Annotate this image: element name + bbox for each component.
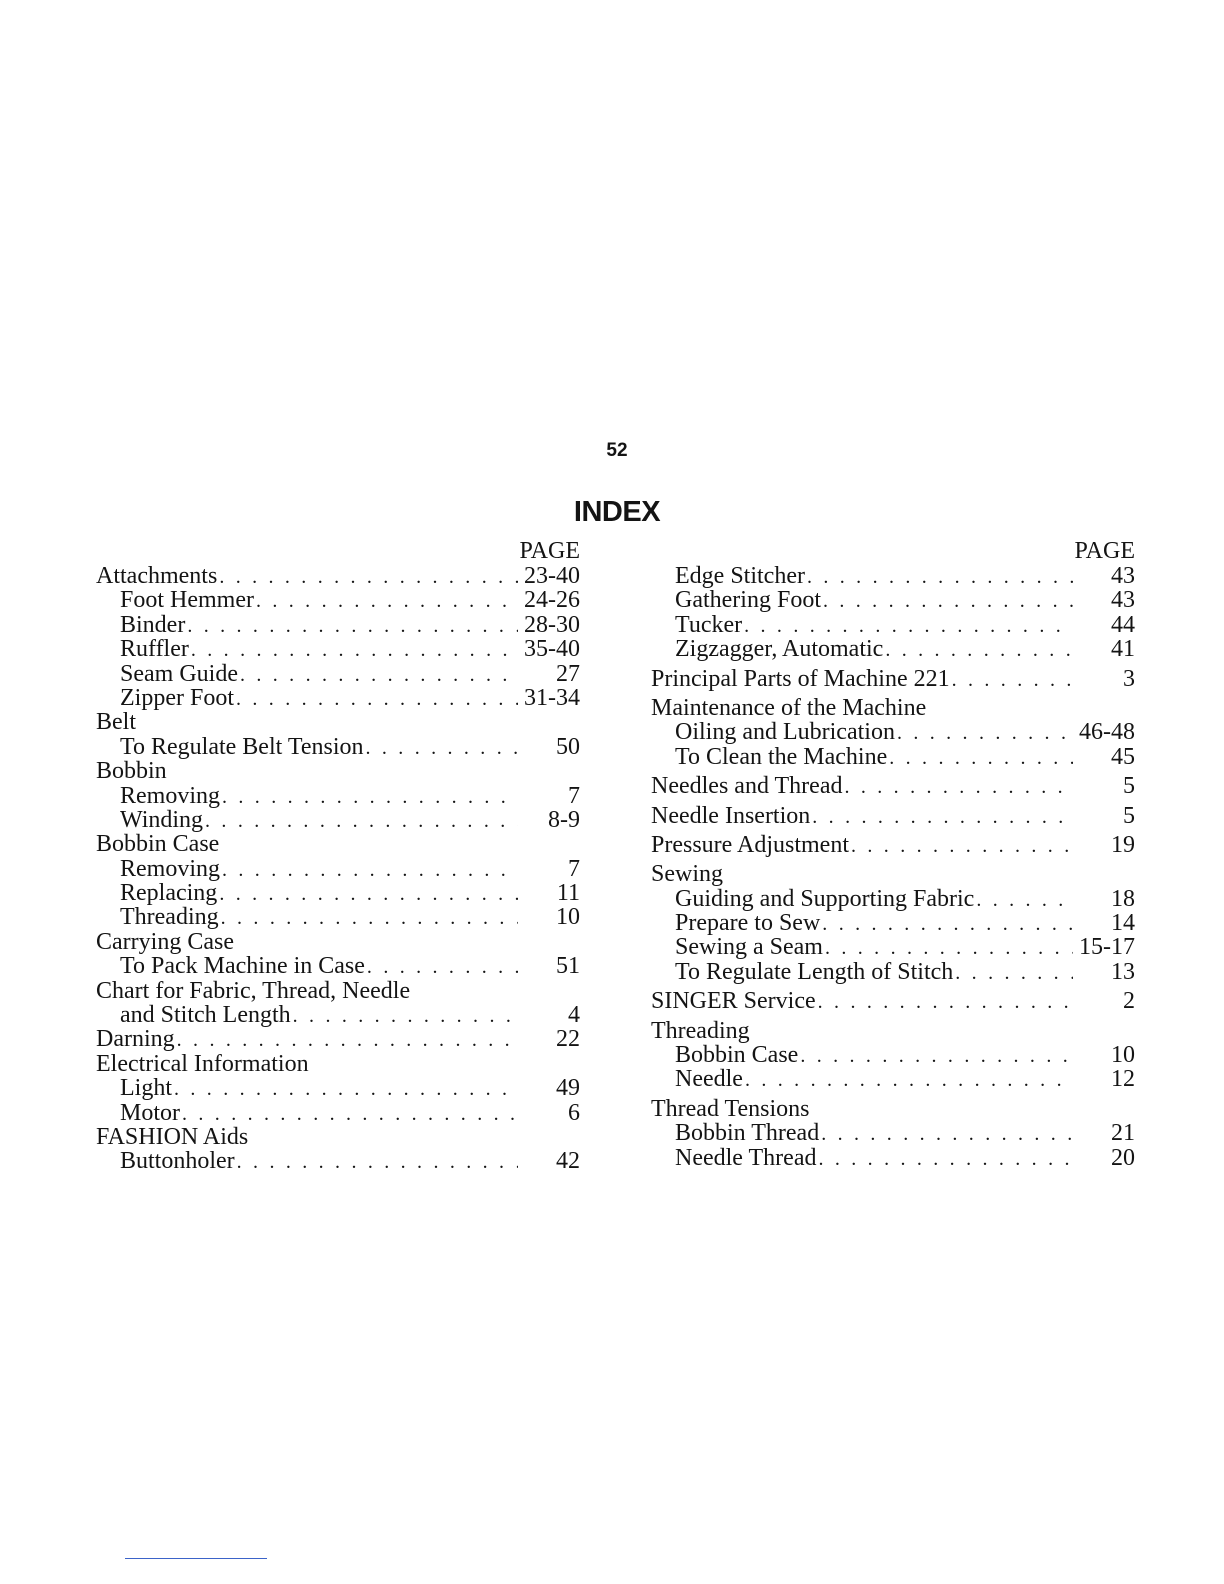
index-entry (651, 613, 1135, 637)
index-entries-left (96, 564, 580, 1174)
dot-leader (955, 961, 1073, 984)
index-entry-label: Principal Parts of Machine 221 (651, 666, 950, 691)
index-entry-label: Darning (96, 1027, 175, 1052)
index-entry (651, 720, 1135, 744)
index-entry-label: Bobbin Case (96, 832, 220, 857)
dot-leader (222, 858, 518, 881)
index-entry-label: Removing (120, 856, 220, 882)
index-entry-label: Binder (120, 612, 186, 638)
page-column-header: PAGE (519, 538, 580, 564)
index-entry (96, 1003, 580, 1027)
index-entry (96, 857, 580, 881)
index-entry (96, 905, 580, 929)
index-entry-label: Thread Tensions (651, 1096, 810, 1122)
index-entry (96, 759, 580, 783)
index-entry (96, 1101, 580, 1125)
index-entry-page: 11 (556, 881, 580, 906)
index-entry-page: 27 (556, 661, 580, 686)
index-entry-page: 19 (1111, 832, 1135, 858)
index-entry (96, 710, 580, 734)
index-entry-page: 35-40 (524, 637, 580, 662)
index-entry-label: Removing (120, 783, 220, 808)
index-entry-label: Oiling and Lubrication (675, 720, 895, 745)
index-entry-page: 4 (568, 1003, 580, 1028)
index-entry-page: 14 (1111, 911, 1135, 936)
dot-leader (818, 990, 1073, 1013)
index-entry-page: 44 (1111, 612, 1135, 638)
index-entry (96, 1052, 580, 1076)
index-entry-page: 42 (556, 1149, 580, 1174)
index-entry-label: Buttonholer (120, 1149, 235, 1174)
index-entry-page: 18 (1111, 886, 1135, 912)
index-entry (96, 662, 580, 686)
index-entry-page: 6 (568, 1100, 580, 1125)
index-entry-page: 5 (1123, 803, 1135, 828)
index-entry-label: Edge Stitcher (675, 564, 805, 589)
dot-leader (236, 687, 518, 710)
index-entry-page: 7 (568, 783, 580, 808)
index-entry (96, 1149, 580, 1173)
index-entry-page: 51 (556, 954, 580, 979)
index-entry-page: 21 (1111, 1121, 1135, 1146)
index-entry (96, 930, 580, 954)
dot-leader (177, 1028, 518, 1051)
index-entry (651, 1067, 1135, 1091)
index-entry (96, 686, 580, 710)
page-column-header: PAGE (1074, 538, 1135, 564)
dot-leader (222, 785, 518, 808)
index-entry-label: Pressure Adjustment (651, 832, 849, 858)
index-entry (96, 613, 580, 637)
dot-leader (256, 589, 518, 612)
index-entry-page: 43 (1111, 564, 1135, 589)
index-entry (96, 979, 580, 1003)
index-entry-page: 20 (1111, 1145, 1135, 1170)
index-entry-label: Electrical Information (96, 1051, 309, 1077)
index-column-left (96, 538, 580, 1174)
index-entry-label: Tucker (675, 612, 743, 638)
index-entry (96, 784, 580, 808)
footnote-rule (125, 1558, 267, 1559)
dot-leader (191, 638, 518, 661)
index-entry-label: Attachments (96, 564, 218, 589)
index-entry (96, 735, 580, 759)
index-entry-label: Light (120, 1076, 172, 1101)
dot-leader (812, 805, 1073, 828)
index-entry-page: 24-26 (524, 588, 580, 613)
index-entry-label: and Stitch Length (120, 1003, 291, 1028)
dot-leader (366, 736, 519, 759)
index-entry (651, 696, 1135, 720)
index-entry (96, 637, 580, 661)
index-title: INDEX (573, 496, 661, 528)
index-entry-label: Maintenance of the Machine (651, 695, 927, 721)
index-entry-page: 7 (568, 856, 580, 882)
index-entry-label: Chart for Fabric, Thread, Needle (96, 978, 411, 1004)
index-entry-label: Zigzagger, Automatic (675, 637, 884, 662)
index-entry (96, 808, 580, 832)
dot-leader (800, 1044, 1073, 1067)
page-number: 52 (606, 440, 628, 461)
index-entry-label: Belt (96, 710, 136, 735)
dot-leader (823, 589, 1073, 612)
index-column-right (651, 538, 1135, 1170)
index-entry (651, 588, 1135, 612)
index-entry (651, 564, 1135, 588)
index-entry (651, 1019, 1135, 1043)
dot-leader (187, 614, 518, 637)
index-entries-right (651, 564, 1135, 1170)
dot-leader (744, 614, 1073, 637)
index-entry-page: 43 (1111, 588, 1135, 613)
index-entry (651, 667, 1135, 691)
index-entry-label: Needle (675, 1067, 743, 1092)
index-entry (96, 564, 580, 588)
index-entry-label: Bobbin Case (675, 1043, 799, 1068)
index-entry (651, 1043, 1135, 1067)
dot-leader (174, 1077, 518, 1100)
index-entry (651, 935, 1135, 959)
index-entry-page: 28-30 (524, 612, 580, 638)
index-entry-label: Threading (120, 905, 219, 930)
index-entry-label: Guiding and Supporting Fabric (675, 886, 975, 912)
index-entry-label: SINGER Service (651, 989, 816, 1014)
index-entry-label: Sewing a Seam (675, 935, 823, 960)
index-entry (651, 911, 1135, 935)
index-entry (651, 1097, 1135, 1121)
dot-leader (885, 638, 1073, 661)
index-entry-page: 2 (1123, 989, 1135, 1014)
index-entry-label: To Clean the Machine (675, 744, 888, 770)
index-entry-page: 23-40 (524, 564, 580, 589)
index-entry-label: Zipper Foot (120, 685, 234, 711)
index-entry-page: 8-9 (548, 807, 580, 833)
dot-leader (825, 936, 1073, 959)
index-entry-label: Bobbin Thread (675, 1121, 820, 1146)
index-entry (96, 881, 580, 905)
dot-leader (897, 721, 1073, 744)
index-entry-page: 12 (1111, 1067, 1135, 1092)
index-entry (651, 960, 1135, 984)
index-entry (651, 1121, 1135, 1145)
index-entry (651, 804, 1135, 828)
index-entry-page: 50 (556, 734, 580, 760)
dot-leader (952, 668, 1073, 691)
index-entry (651, 745, 1135, 769)
index-entry (651, 833, 1135, 857)
index-entry-label: Needle Insertion (651, 803, 811, 828)
index-entry-label: Gathering Foot (675, 588, 821, 613)
dot-leader (818, 1147, 1073, 1170)
dot-leader (240, 663, 518, 686)
index-entry (651, 1146, 1135, 1170)
dot-leader (821, 1122, 1073, 1145)
index-entry-page: 10 (1111, 1043, 1135, 1068)
index-entry-label: To Regulate Belt Tension (120, 734, 364, 760)
dot-leader (219, 565, 518, 588)
index-entry (96, 832, 580, 856)
index-entry-page: 22 (556, 1027, 580, 1052)
dot-leader (367, 955, 518, 978)
index-entry-page: 46-48 (1079, 720, 1135, 745)
dot-leader (889, 746, 1073, 769)
index-entry-page: 49 (556, 1076, 580, 1101)
index-entry-page: 3 (1123, 666, 1135, 691)
dot-leader (182, 1102, 518, 1125)
index-entry-label: Sewing (651, 862, 723, 887)
index-entry (651, 887, 1135, 911)
index-entry-page: 45 (1111, 744, 1135, 770)
index-entry (96, 1027, 580, 1051)
dot-leader (844, 775, 1073, 798)
index-entry-page: 31-34 (524, 685, 580, 711)
dot-leader (293, 1004, 518, 1027)
index-entry-label: Bobbin (96, 759, 167, 784)
dot-leader (807, 565, 1073, 588)
dot-leader (822, 912, 1073, 935)
dot-leader (219, 882, 518, 905)
index-entry (651, 862, 1135, 886)
dot-leader (976, 888, 1073, 911)
index-entry (96, 1125, 580, 1149)
index-entry-label: Needles and Thread (651, 774, 843, 799)
index-entry (651, 774, 1135, 798)
index-entry-label: Seam Guide (120, 661, 238, 686)
index-entry-label: Threading (651, 1018, 750, 1044)
index-entry-page: 41 (1111, 637, 1135, 662)
index-entry-page: 15-17 (1079, 935, 1135, 960)
index-entry (96, 954, 580, 978)
index-entry-label: Winding (120, 807, 204, 833)
index-entry (651, 637, 1135, 661)
index-entry-label: Replacing (120, 881, 218, 906)
index-entry (651, 989, 1135, 1013)
index-entry-page: 5 (1123, 774, 1135, 799)
index-entry-label: To Regulate Length of Stitch (675, 959, 954, 985)
index-entry-page: 13 (1111, 959, 1135, 985)
dot-leader (221, 906, 518, 929)
index-entry-label: To Pack Machine in Case (120, 954, 365, 979)
index-entry-page: 10 (556, 905, 580, 930)
index-entry-label: Motor (120, 1100, 180, 1125)
dot-leader (745, 1068, 1073, 1091)
dot-leader (851, 834, 1073, 857)
index-entry-label: FASHION Aids (96, 1124, 249, 1150)
index-entry-label: Carrying Case (96, 929, 234, 955)
index-entry-label: Foot Hemmer (120, 588, 254, 613)
dot-leader (237, 1150, 518, 1173)
index-entry (96, 1076, 580, 1100)
index-entry-label: Ruffler (120, 637, 189, 662)
dot-leader (205, 809, 518, 832)
index-entry (96, 588, 580, 612)
index-entry-label: Needle Thread (675, 1145, 817, 1170)
index-entry-label: Prepare to Sew (675, 911, 821, 936)
